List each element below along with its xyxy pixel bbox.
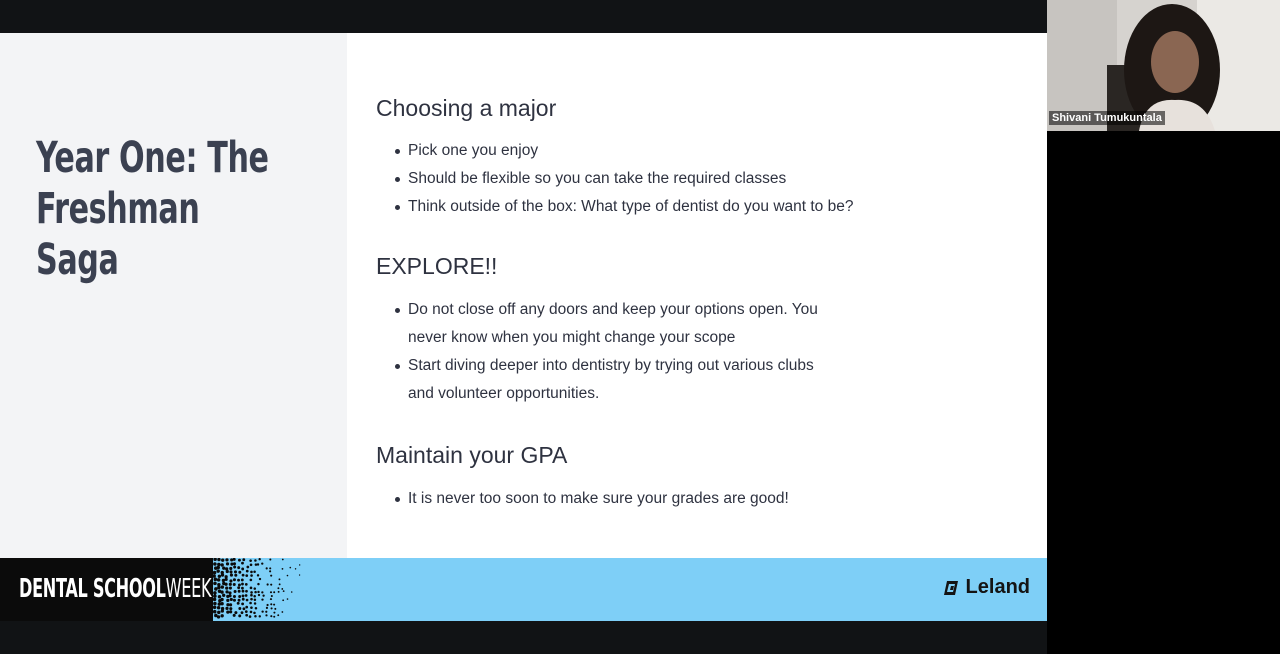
bullet-text: Think outside of the box: What type of dentist do you want to be?: [408, 198, 854, 215]
list-item: [376, 296, 876, 352]
halftone-dots-decoration: [213, 558, 313, 621]
brand-text-thin: WEEK: [165, 574, 212, 604]
slide-title: Year One: The Freshman Saga: [36, 133, 269, 285]
slide-title-panel: [0, 33, 347, 558]
bullet-list-choosing-major: [376, 137, 876, 221]
bullet-text: Should be flexible so you can take the required classes: [408, 170, 787, 187]
bullet-list-maintain-gpa: [376, 485, 876, 513]
bullet-dot-icon: [395, 497, 400, 502]
list-item: [376, 352, 876, 408]
section-heading-choosing-major: Choosing a major: [376, 95, 557, 121]
brand-text: [19, 574, 211, 604]
participant-name-label: Shivani Tumukuntala: [1049, 111, 1165, 125]
bullet-text: Start diving deeper into dentistry by trying out various clubs: [408, 357, 814, 374]
bullet-text-continued: and volunteer opportunities.: [408, 385, 600, 402]
bullet-dot-icon: [395, 149, 400, 154]
list-item: [376, 485, 876, 513]
bullet-dot-icon: [395, 205, 400, 210]
bullet-dot-icon: [395, 177, 400, 182]
leland-logo-icon: [942, 579, 960, 597]
bullet-text: It is never too soon to make sure your grades are good!: [408, 490, 789, 507]
section-heading-explore: EXPLORE!!: [376, 253, 498, 279]
bullet-text: Do not close off any doors and keep your options open. You: [408, 301, 818, 318]
leland-logo-text: Leland: [965, 576, 1030, 598]
participant-video-panel: [1047, 0, 1280, 654]
list-item: [376, 165, 876, 193]
slide-footer-bar: [0, 558, 1047, 621]
dental-school-week-logo: [0, 558, 215, 621]
bullet-text-continued: never know when you might change your scope: [408, 329, 736, 346]
list-item: [376, 193, 876, 221]
list-item: [376, 137, 876, 165]
section-heading-maintain-gpa: Maintain your GPA: [376, 442, 568, 468]
bullet-text: Pick one you enjoy: [408, 142, 539, 159]
brand-text-bold: DENTAL SCHOOL: [19, 574, 166, 604]
participant-video-tile[interactable]: [1047, 0, 1280, 131]
leland-logo: [942, 576, 1030, 599]
bullet-dot-icon: [395, 308, 400, 313]
bullet-dot-icon: [395, 364, 400, 369]
presentation-slide: [0, 33, 1047, 621]
bullet-list-explore: [376, 296, 876, 408]
